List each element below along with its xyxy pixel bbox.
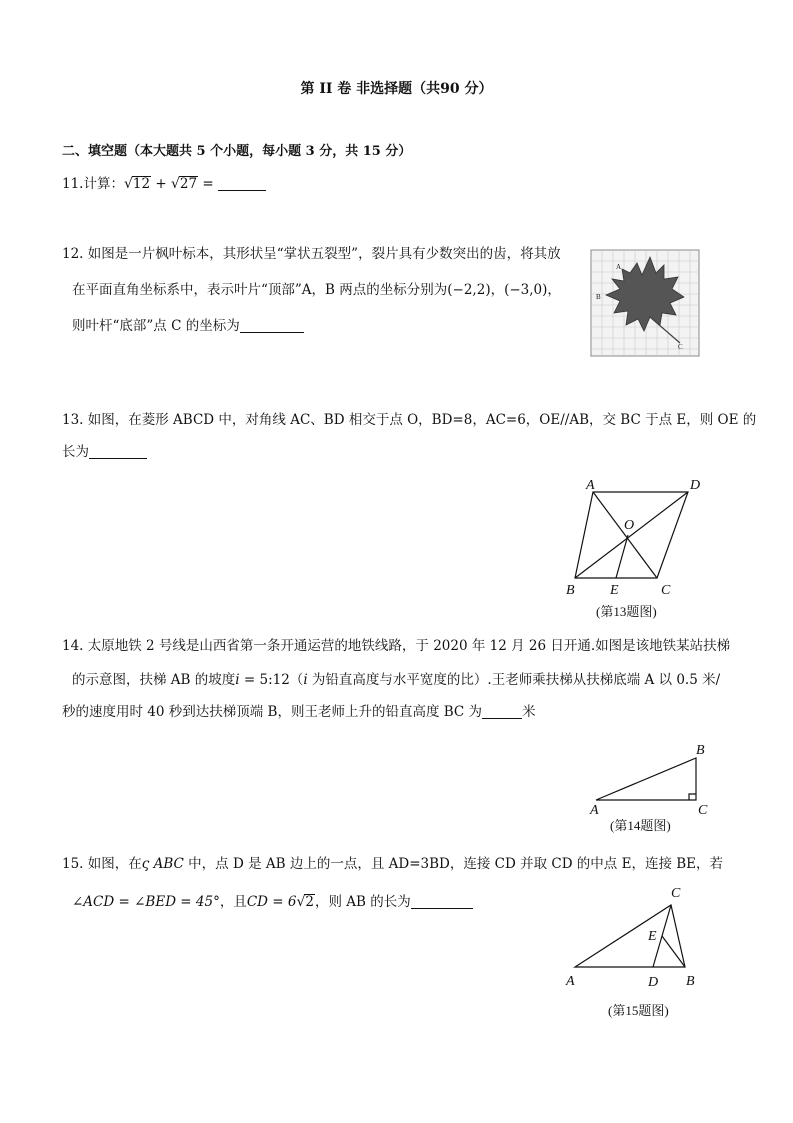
q14-line-3	[62, 702, 536, 722]
q15-text-a: 15. 如图，在	[62, 856, 142, 872]
q11-radicand-2: 27	[179, 176, 198, 192]
label-b: B	[696, 743, 705, 758]
q12-line-3	[72, 316, 304, 336]
label-c: C	[671, 886, 681, 901]
figure-13-caption: (第13题图)	[596, 604, 657, 619]
diagonal-ac	[593, 492, 657, 578]
page-title: 第 II 卷 非选择题（共90 分）	[300, 81, 493, 97]
label-c: C	[661, 583, 671, 598]
sqrt-sign: √	[171, 176, 180, 192]
section-header: 二、填空题（本大题共 5 个小题，每小题 3 分，共 15 分）	[62, 144, 412, 159]
label-b: B	[686, 974, 695, 989]
q14-line-1: 14. 太原地铁 2 号线是山西省第一条开通运营的地铁线路，于 2020 年 12 月 26 日开通.如图是该地铁某站扶梯	[62, 638, 731, 654]
label-a: A	[586, 478, 595, 493]
q13-text: 长为	[62, 444, 89, 460]
q15-line-1	[62, 854, 723, 874]
label-d: D	[690, 478, 701, 493]
figure-14-caption: (第14题图)	[610, 818, 671, 833]
segment-oe	[616, 535, 628, 578]
q15-text-c: ，且	[219, 894, 247, 910]
answer-blank-13[interactable]	[89, 444, 147, 459]
coord-b: (−3,0)	[504, 282, 548, 298]
label-o: O	[624, 518, 635, 533]
q13-line-1: 13. 如图，在菱形 ABCD 中，对角线 AC、BD 相交于点 O，BD=8，AC=6，OE//AB，交 BC 于点 E，则 OE 的	[62, 412, 757, 428]
slope-ratio: = 5:12（	[239, 672, 304, 688]
svg-text:B: B	[596, 293, 601, 301]
q14-unit: 米	[522, 704, 536, 720]
q15-text-b: 中，点 D 是 AB 边上的一点，且 AD=3BD，连接 CD 并取 CD 的中点 E，连接 BE，若	[183, 856, 724, 872]
rhombus-figure	[560, 474, 720, 624]
answer-blank-12[interactable]	[240, 318, 304, 333]
escalator-figure	[586, 738, 716, 838]
q14-question: 秒的速度用时 40 秒到达扶梯顶端 B，则王老师上升的铅直高度 BC 为	[62, 704, 483, 720]
slope-i-2: i	[303, 672, 308, 688]
label-c: C	[698, 803, 708, 818]
q14-line-2	[72, 670, 720, 690]
q14-text-b: 为铅直高度与水平宽度的比）.王老师乘扶梯从扶梯底端 A 以 0.5 米/	[307, 672, 721, 688]
cd-radicand: 2	[305, 894, 314, 910]
triangle-abc	[596, 758, 696, 800]
q11-plus: +	[151, 176, 171, 192]
diagonal-bd	[575, 492, 688, 578]
maple-leaf-figure	[590, 249, 700, 357]
q12-comma: ，	[490, 282, 505, 298]
q12-line-2	[72, 280, 561, 300]
svg-text:C: C	[678, 343, 683, 351]
q12-line-1: 12. 如图是一片枫叶标本，其形状呈“掌状五裂型”，裂片具有少数突出的齿，将其放	[62, 246, 561, 262]
q12-end: ，	[547, 282, 561, 298]
coord-a: (−2,2)	[447, 282, 491, 298]
angle-equation: ∠ACD = ∠BED = 45°	[72, 894, 220, 910]
question-11	[62, 174, 266, 194]
q15-text-d: ，则 AB 的长为	[315, 894, 411, 910]
triangle-figure	[560, 880, 710, 1025]
label-d: D	[648, 975, 659, 990]
right-angle-mark	[689, 794, 696, 800]
q11-radicand-1: 12	[132, 176, 151, 192]
label-e: E	[610, 583, 619, 598]
q11-prefix: 11.计算：	[62, 176, 124, 192]
q11-equals: =	[198, 176, 219, 192]
label-b: B	[566, 583, 575, 598]
slope-i: i	[235, 672, 240, 688]
q12-question: 则叶杆“底部”点 C 的坐标为	[72, 318, 240, 334]
triangle-abc-symbol: ς ABC	[141, 856, 184, 872]
svg-text:A: A	[616, 263, 622, 271]
sqrt-sign: √	[123, 176, 133, 192]
answer-blank-11[interactable]	[218, 176, 266, 191]
label-a: A	[590, 803, 599, 818]
cd-length: CD = 6	[246, 894, 297, 910]
answer-blank-14[interactable]	[482, 704, 522, 719]
sqrt-sign: √	[296, 894, 306, 910]
answer-blank-15[interactable]	[411, 894, 473, 909]
q13-line-2	[62, 442, 147, 462]
label-e: E	[648, 929, 657, 944]
figure-15-caption: (第15题图)	[608, 1003, 669, 1018]
label-a: A	[566, 974, 575, 989]
q14-text-a: 的示意图，扶梯 AB 的坡度	[72, 672, 236, 688]
q15-line-2	[72, 892, 473, 912]
q12-text: 在平面直角坐标系中，表示叶片“顶部”A，B 两点的坐标分别为	[72, 282, 448, 298]
